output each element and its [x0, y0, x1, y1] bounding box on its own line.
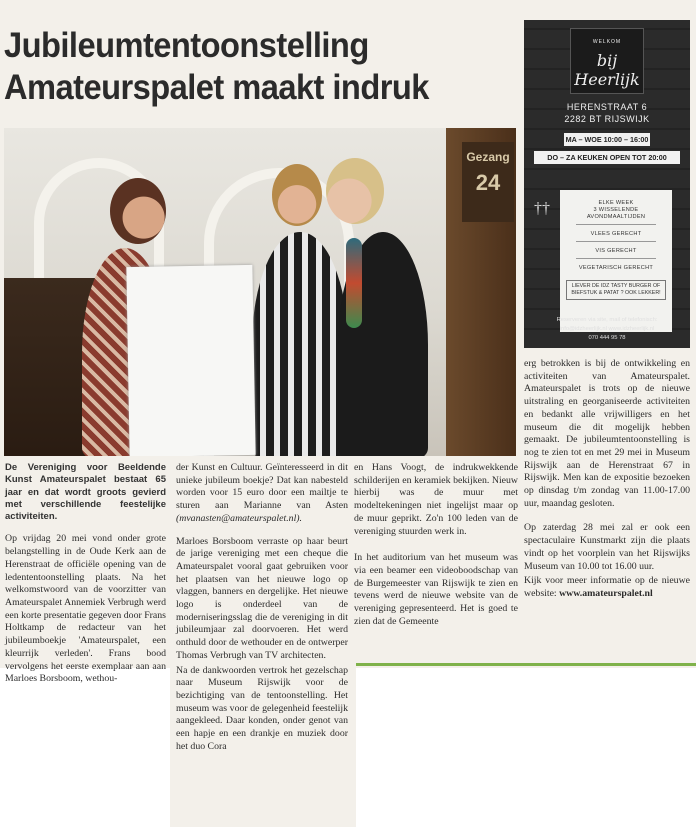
- article-paragraph: Op vrijdag 20 mei vond onder grote belangstelling in de Oude Kerk aan de Herenstraat de officiële opening van de ledententoonstelling plaats. Na het welkomstwoord van de voorzitter van Amateurspalet Annemiek Verbrugh werd een korte presentatie gegeven door Frans Holtkamp de redacteur van het jubileumboekje 'Amateurspalet, een kleurrijk verleden'. Frans bood vervolgens het eerste exemplaar aan aan Marloes Borsboom, wethou-: [5, 533, 166, 685]
- article-column-3: [354, 462, 518, 638]
- article-paragraph: erg betrokken is bij de ontwikkeling en activiteiten van Amateurspalet. Amateurspalet is trots op de nieuwe uitstraling en georganiseerde activiteiten en bedankt alle vrijwilligers en het museum die dit mogelijk hebben gemaakt. De jubileumtentoonstelling is nog te zien tot en met 29 mei in Museum Rijswijk aan de Herenstraat 67 in Rijswijk. Men kan de expositie bezoeken op dinsdag t/m zondag van 11.00-17.00 uur, maandag gesloten.: [524, 358, 690, 509]
- ad-footer-line-3: 070 444 95 78: [588, 335, 626, 341]
- article-column-1: [5, 462, 166, 696]
- ad-card-line-1: ELKE WEEK: [598, 200, 634, 206]
- ad-card-box: LIEVER DE IDZ TASTY BURGER OF BIEFSTUK & PATAT ? OOK LEKKER!: [566, 280, 666, 300]
- ad-card-item-2: VIS GERECHT: [595, 248, 637, 254]
- person-middle-head: [272, 164, 322, 226]
- article-lead: De Vereniging voor Beeldende Kunst Amateurspalet bestaat 65 jaar en dat wordt groots gevierd met verschillende feestelijke activiteiten.: [5, 462, 166, 523]
- article-paragraph: In het auditorium van het museum was via een beamer een videoboodschap van de Burgemeester van Rijswijk te zien en tevens werd de nieuwe website van de vereniging gepresenteerd. Het is goed te zien dat de Gemeente: [354, 552, 518, 627]
- ad-card-divider: [576, 224, 656, 225]
- article-paragraph: en Hans Voogt, de indrukwekkende schilderijen en keramiek bekijken. Nieuw hierbij was de muur met modeltekeningen niet ingelijst maar op de muur geprikt. Zo'n 100 leden van de vereniging stuurden werk in.: [354, 462, 518, 537]
- blank-area-right: [356, 668, 700, 827]
- ad-hours-ribbon-2: DO – ZA KEUKEN OPEN TOT 20:00: [534, 151, 680, 164]
- person-right-head: [326, 158, 384, 224]
- ad-address-line-2: 2282 BT RIJSWIJK: [564, 114, 650, 124]
- ad-footer: [524, 316, 690, 343]
- cutlery-icon: ††: [534, 200, 550, 217]
- article-paragraph: Op zaterdag 28 mei zal er ook een spectaculaire Kunstmarkt zijn die plaats vindt op het voorplein van het Rijswijks Museum van 10.00 tot 16.00 uur.: [524, 522, 690, 572]
- article-column-2: [176, 462, 348, 763]
- article-paragraph: [176, 462, 348, 526]
- article-text: Kijk voor meer informatie op de nieuwe website:: [524, 575, 690, 599]
- advertisement: [524, 20, 690, 348]
- headline: [4, 24, 479, 108]
- article-photo: [4, 128, 516, 456]
- headline-line-2: Amateurspalet maakt indruk: [4, 67, 429, 107]
- hymn-board-text: Gezang: [466, 150, 510, 164]
- article-paragraph: Marloes Borsboom verraste op haar beurt de jarige vereniging met een cheque die Amateurspalet vooral gaat gebruiken voor het plaatsen van het nieuwe logo op vlaggen, banners en dergelijke. Het nieuwe logo is onderdeel van de moderniseringsslag die de vereniging in dit jubileumjaar zal doorvoeren. Het werd onthuld door de wethouder en de ontwerper Thomas Verbrugh van TV architecten.: [176, 535, 348, 661]
- ad-logo-big: bij Heerlijk: [574, 51, 640, 89]
- article-paragraph: Na de dankwoorden vertrok het gezelschap naar Museum Rijswijk voor de bezichtiging van de tentoonstelling. Het museum was voor de gelegenheid feestelijk aangekleed. Daar konden, onder genot van een hapje en een drankje en muziek door het duo Cora: [176, 664, 348, 752]
- necklace: [346, 238, 362, 328]
- blank-area-left: [0, 736, 170, 827]
- ad-card-line-2: 3 WISSELENDE: [593, 207, 639, 213]
- held-document: [126, 265, 255, 456]
- person-left-head: [110, 178, 166, 244]
- hymn-board-number: 24: [475, 170, 501, 195]
- article-paragraph: [524, 575, 690, 600]
- ad-footer-line-2: info@idzheerlijk.nl www.idzheerlijk.nl: [559, 326, 655, 332]
- contact-email: (mvanasten@amateurspalet.nl).: [176, 512, 303, 524]
- headline-line-1: Jubileumtentoonstelling: [4, 25, 369, 65]
- website-link[interactable]: www.amateurspalet.nl: [559, 587, 653, 599]
- ad-card-line-3: AVONDMAALTIJDEN: [586, 214, 646, 220]
- ad-footer-line-1: Reserveren via site, mail of telefonisch:: [556, 317, 658, 323]
- person-middle: [252, 232, 348, 456]
- green-edge: [356, 663, 696, 666]
- hymn-board: [462, 142, 514, 222]
- ad-card-item-3: VEGETARISCH GERECHT: [578, 265, 654, 271]
- ad-card-divider: [576, 258, 656, 259]
- ad-hours-ribbon-1: MA – WOE 10:00 – 16:00: [565, 135, 649, 144]
- ad-logo: [570, 28, 644, 94]
- ad-card-item-1: VLEES GERECHT: [590, 231, 642, 237]
- ad-card-divider: [576, 241, 656, 242]
- article-column-4: [524, 358, 690, 611]
- ad-logo-small: WELKOM: [592, 39, 622, 45]
- ad-menu-card: [560, 190, 672, 332]
- article-text: der Kunst en Cultuur. Geïnteresseerd in dit unieke jubileum boekje? Dat kan nabesteld worden voor 15 euro door een mailtje te sturen aan Marianne van Asten: [176, 462, 348, 512]
- ad-address-line-1: HERENSTRAAT 6: [566, 102, 648, 112]
